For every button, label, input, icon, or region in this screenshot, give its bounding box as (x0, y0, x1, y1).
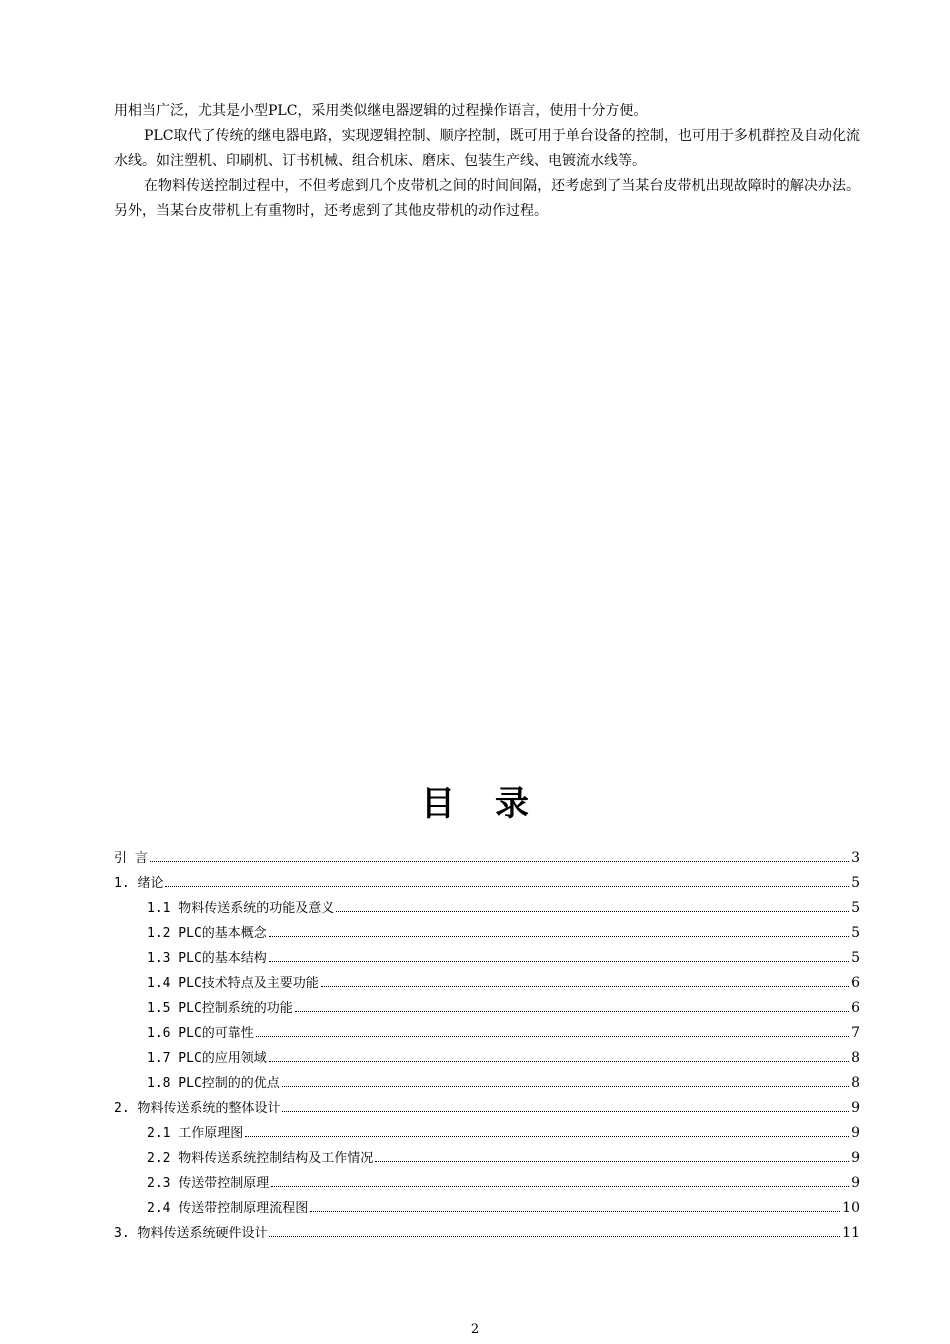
toc-entry-page: 9 (851, 1125, 860, 1141)
toc-entry[interactable] (114, 1096, 860, 1121)
toc-dot-leader (282, 1085, 849, 1087)
toc-entry-page: 5 (851, 875, 860, 891)
toc-entry[interactable] (114, 896, 860, 921)
toc-entry-label: 1.5 PLC控制系统的功能 (147, 1001, 293, 1016)
toc-entry[interactable] (114, 946, 860, 971)
toc-dot-leader (295, 1010, 849, 1012)
toc-entry-label: 1.7 PLC的应用领域 (147, 1051, 267, 1066)
toc-entry-label: 2.3 传送带控制原理 (147, 1176, 270, 1191)
toc-dot-leader (282, 1110, 849, 1112)
toc-entry-label: 2. 物料传送系统的整体设计 (114, 1101, 281, 1116)
toc-dot-leader (375, 1160, 849, 1162)
toc-dot-leader (271, 1185, 849, 1187)
toc-entry-page: 5 (851, 900, 860, 916)
toc-entry[interactable] (114, 871, 860, 896)
toc-entry-page: 8 (851, 1050, 860, 1066)
toc-entry-label: 2.1 工作原理图 (147, 1126, 244, 1141)
toc-entry[interactable] (114, 1196, 860, 1221)
toc-entry[interactable] (114, 1121, 860, 1146)
toc-entry-label: 1.4 PLC技术特点及主要功能 (147, 976, 319, 991)
toc-entry[interactable] (114, 921, 860, 946)
toc-entry[interactable] (114, 1221, 860, 1246)
toc-entry-page: 6 (851, 975, 860, 991)
toc-title: 目录 (421, 784, 569, 824)
toc-entry[interactable] (114, 1071, 860, 1096)
toc-dot-leader (165, 885, 849, 887)
toc-entry-label: 3. 物料传送系统硬件设计 (114, 1226, 268, 1241)
toc-entry-label: 1.1 物料传送系统的功能及意义 (147, 901, 335, 916)
table-of-contents (114, 846, 860, 1246)
toc-entry-label: 1.2 PLC的基本概念 (147, 926, 267, 941)
toc-entry-label: 2.2 物料传送系统控制结构及工作情况 (147, 1151, 374, 1166)
toc-entry-label: 2.4 传送带控制原理流程图 (147, 1201, 309, 1216)
body-paragraph: 用相当广泛，尤其是小型PLC，采用类似继电器逻辑的过程操作语言，使用十分方便。 (114, 103, 648, 119)
toc-entry-page: 5 (851, 925, 860, 941)
body-paragraph: PLC取代了传统的继电器电路，实现逻辑控制、顺序控制，既可用于单台设备的控制，也可用于多机群控及自动化流水线。如注塑机、印刷机、订书机械、组合机床、磨床、包装生产线、电镀流水线等。 (114, 128, 860, 169)
toc-entry[interactable] (114, 846, 860, 871)
toc-entry-page: 11 (842, 1225, 860, 1241)
toc-entry[interactable] (114, 1046, 860, 1071)
toc-entry[interactable] (114, 1146, 860, 1171)
toc-entry[interactable] (114, 996, 860, 1021)
toc-entry-page: 10 (842, 1200, 860, 1216)
toc-dot-leader (269, 960, 849, 962)
toc-entry-label: 1.3 PLC的基本结构 (147, 951, 267, 966)
toc-entry-page: 6 (851, 1000, 860, 1016)
toc-entry-label: 1.8 PLC控制的的优点 (147, 1076, 280, 1091)
toc-entry-label: 1. 绪论 (114, 876, 164, 891)
toc-entry-page: 9 (851, 1150, 860, 1166)
toc-entry[interactable] (114, 971, 860, 996)
toc-dot-leader (269, 935, 849, 937)
toc-entry-page: 3 (851, 850, 860, 866)
toc-entry-page: 7 (851, 1025, 860, 1041)
toc-entry-page: 5 (851, 950, 860, 966)
toc-dot-leader (321, 985, 849, 987)
toc-entry-page: 8 (851, 1075, 860, 1091)
toc-entry-page: 9 (851, 1175, 860, 1191)
toc-entry-label: 1.6 PLC的可靠性 (147, 1026, 254, 1041)
toc-entry-page: 9 (851, 1100, 860, 1116)
toc-dot-leader (150, 860, 849, 862)
toc-entry-label: 引 言 (114, 851, 148, 866)
toc-entry[interactable] (114, 1171, 860, 1196)
toc-dot-leader (256, 1035, 849, 1037)
toc-dot-leader (245, 1135, 849, 1137)
toc-dot-leader (269, 1235, 840, 1237)
toc-entry[interactable] (114, 1021, 860, 1046)
body-paragraph: 在物料传送控制过程中，不但考虑到几个皮带机之间的时间间隔，还考虑到了当某台皮带机出现故障时的解决办法。另外，当某台皮带机上有重物时，还考虑到了其他皮带机的动作过程。 (114, 178, 860, 219)
toc-dot-leader (310, 1210, 840, 1212)
toc-dot-leader (269, 1060, 849, 1062)
toc-dot-leader (336, 910, 849, 912)
page-number: 2 (470, 1322, 480, 1337)
